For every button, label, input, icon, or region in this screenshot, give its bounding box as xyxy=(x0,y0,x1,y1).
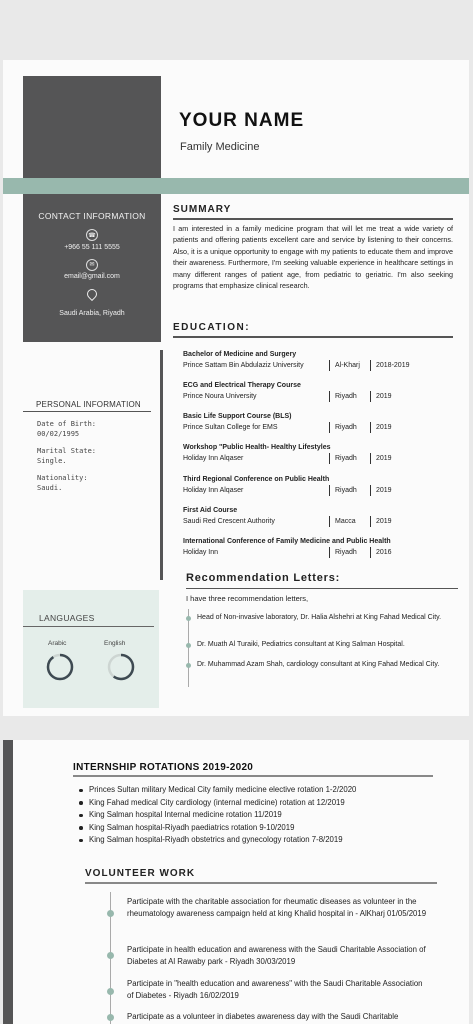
page2-side-bar xyxy=(3,740,13,1024)
timeline-dot xyxy=(107,910,114,917)
education-year: 2019 xyxy=(370,422,392,433)
dob-value: 00/02/1995 xyxy=(37,430,80,438)
education-course: Basic Life Support Course (BLS) xyxy=(183,413,292,420)
education-location: Riyadh xyxy=(329,391,357,402)
education-course: ECG and Electrical Therapy Course xyxy=(183,382,301,389)
education-institution: Holiday Inn xyxy=(183,549,219,556)
education-item xyxy=(183,537,443,558)
contact-title: CONTACT INFORMATION xyxy=(38,211,146,221)
marital-value: Single. xyxy=(37,457,67,465)
timeline-dot xyxy=(107,1014,114,1021)
language-ring-arabic xyxy=(45,652,75,682)
education-course: First Aid Course xyxy=(183,507,238,514)
internship-item: King Salman hospital-Riyadh paediatrics rotation 9-10/2019 xyxy=(79,822,459,835)
education-institution: Prince Sultan College for EMS xyxy=(183,424,278,431)
volunteer-title: VOLUNTEER WORK xyxy=(85,868,196,879)
language-label-arabic: Arabic xyxy=(48,640,67,647)
timeline-dot xyxy=(107,952,114,959)
internship-item: King Fahad medical City cardiology (internal medicine) rotation at 12/2019 xyxy=(79,797,459,810)
education-item xyxy=(183,506,443,527)
languages-section xyxy=(23,590,159,708)
volunteer-item: Participate in health education and awareness with the Saudi Charitable Association of Diabetes at Al Rawaby park - Riyadh 30/03/2019 xyxy=(127,945,426,966)
dob-label: Date of Birth: xyxy=(37,420,97,428)
summary-title: SUMMARY xyxy=(173,204,232,215)
education-item xyxy=(183,412,443,433)
education-location: Riyadh xyxy=(329,547,357,558)
volunteer-item: Participate as a volunteer in diabetes awareness day with the Saudi Charitable xyxy=(127,1012,399,1021)
education-course: International Conference of Family Medicine and Public Health xyxy=(183,538,391,545)
resume-profession: Family Medicine xyxy=(180,141,260,153)
nationality-value: Saudi. xyxy=(37,484,63,492)
education-year: 2019 xyxy=(370,516,392,527)
resume-page-2 xyxy=(3,740,469,1024)
personal-title: PERSONAL INFORMATION xyxy=(23,390,151,412)
education-location: Riyadh xyxy=(329,485,357,496)
resume-page-1 xyxy=(3,60,469,716)
contact-email: email@gmail.com xyxy=(64,273,120,280)
location-pin-icon xyxy=(85,287,99,301)
internship-item: King Salman hospital Internal medicine rotation 11/2019 xyxy=(79,809,459,822)
recommendations-rule xyxy=(186,588,458,589)
recommendations-intro: I have three recommendation letters, xyxy=(186,594,309,603)
education-item xyxy=(183,350,443,371)
marital-item xyxy=(23,446,161,466)
recommendation-item: Dr. Muhammad Azam Shah, cardiology consultant at King Fahad Medical City. xyxy=(197,661,440,668)
education-location: Al-Kharj xyxy=(329,360,360,371)
volunteer-item: Participate in "health education and awareness" with the Saudi Charitable Association of Diabetes - Riyadh 16/02/2019 xyxy=(127,979,423,1000)
volunteer-rule xyxy=(85,882,437,884)
education-year: 2019 xyxy=(370,391,392,402)
phone-icon: ☎ xyxy=(86,229,98,241)
education-item xyxy=(183,475,443,496)
language-label-english: English xyxy=(104,640,126,647)
personal-section xyxy=(23,390,161,493)
accent-stripe xyxy=(3,178,469,194)
recommendation-item: Head of Non-invasive laboratory, Dr. Halia Alshehri at King Fahad Medical City. xyxy=(197,614,442,621)
timeline-dot xyxy=(186,616,191,621)
education-rule xyxy=(173,336,453,338)
education-year: 2019 xyxy=(370,453,392,464)
education-institution: Prince Sattam Bin Abdulaziz University xyxy=(183,362,304,369)
nationality-item xyxy=(23,473,161,493)
education-institution: Holiday Inn Alqaser xyxy=(183,487,244,494)
resume-name: YOUR NAME xyxy=(179,110,305,131)
education-year: 2018-2019 xyxy=(370,360,409,371)
education-year: 2016 xyxy=(370,547,392,558)
internship-rule xyxy=(73,775,433,777)
education-year: 2019 xyxy=(370,485,392,496)
dob-item xyxy=(23,419,161,439)
volunteer-item: Participate with the charitable association for rheumatic diseases as volunteer in the rheumatology awareness campaign held at king Khalid hospital in - AlKharj 01/05/2019 xyxy=(127,897,427,918)
education-item xyxy=(183,443,443,464)
contact-phone: +966 55 111 5555 xyxy=(64,243,120,251)
education-course: Workshop "Public Health- Healthy Lifestyles xyxy=(183,444,331,451)
education-title: EDUCATION: xyxy=(173,322,251,333)
internship-item: Princes Sultan military Medical City family medicine elective rotation 1-2/2020 xyxy=(79,784,459,797)
education-institution: Prince Noura University xyxy=(183,393,257,400)
email-icon: ✉ xyxy=(86,259,98,271)
education-institution: Saudi Red Crescent Authority xyxy=(183,518,275,525)
languages-title: LANGUAGES xyxy=(23,590,154,627)
internship-item: King Salman hospital-Riyadh obstetrics and gynecology rotation 7-8/2019 xyxy=(79,834,459,847)
summary-text: I am interested in a family medicine program that will let me treat a wide variety of patients and offering patients excellent care and service by listening to their concerns. Also, it is a unique opportunity to engage with my patients to educate them and improve their awareness. Furthermore, I'm seeking valuable experience in healthcare settings in many different ranges of patient age, from pediatric to geriatric. I'm also seeking programs that emphasize clinical research. xyxy=(173,224,453,291)
language-ring-english xyxy=(106,652,136,682)
education-location: Macca xyxy=(329,516,356,527)
internship-list xyxy=(79,784,459,847)
marital-label: Marital State: xyxy=(37,447,97,455)
internship-title: INTERNSHIP ROTATIONS 2019-2020 xyxy=(73,762,254,773)
recommendations-title: Recommendation Letters: xyxy=(186,572,341,584)
recommendation-item: Dr. Muath Al Turaiki, Pediatrics consultant at King Salman Hospital. xyxy=(197,641,405,648)
timeline-dot xyxy=(186,643,191,648)
nationality-label: Nationality: xyxy=(37,474,88,482)
education-course: Third Regional Conference on Public Health xyxy=(183,476,330,483)
contact-section xyxy=(23,194,161,342)
education-item xyxy=(183,381,443,402)
contact-location: Saudi Arabia, Riyadh xyxy=(59,310,125,317)
education-location: Riyadh xyxy=(329,422,357,433)
education-institution: Holiday Inn Alqaser xyxy=(183,455,244,462)
education-location: Riyadh xyxy=(329,453,357,464)
timeline-dot xyxy=(107,988,114,995)
timeline-dot xyxy=(186,663,191,668)
summary-rule xyxy=(173,218,453,220)
education-course: Bachelor of Medicine and Surgery xyxy=(183,351,297,358)
